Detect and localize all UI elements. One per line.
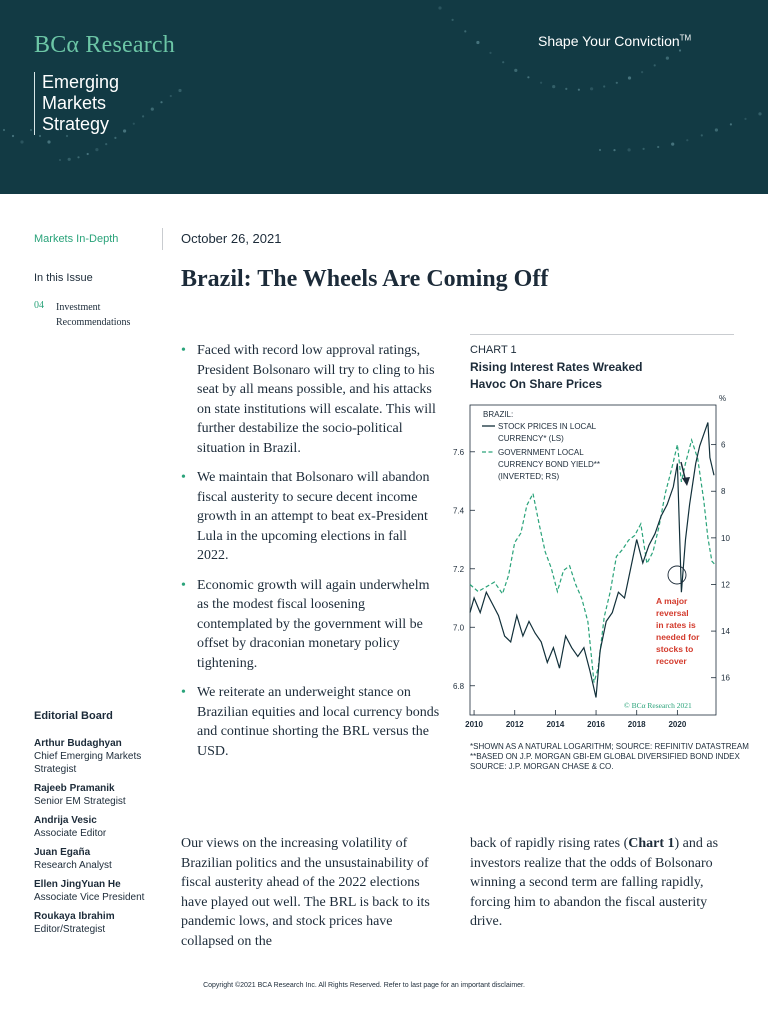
x-tick-label: 2010 [465,720,483,729]
decorative-dot [39,135,41,137]
series-line-3: Strategy [42,114,110,134]
editorial-board-list [34,737,174,942]
chart-label: CHART 1 [470,344,517,356]
tagline: Shape Your Conviction™ [538,33,692,49]
x-tick-label: 2016 [587,720,605,729]
decorative-dot [514,69,517,72]
decorative-dot [77,156,79,158]
decorative-dot [565,88,567,90]
board-member: Ellen JingYuan He Associate Vice President [34,879,145,903]
annotation-text [656,596,700,666]
decorative-dot [30,129,32,131]
decorative-dot [12,135,14,137]
decorative-dot [657,146,659,148]
decorative-dot [616,82,618,84]
decorative-dot [666,57,669,60]
annotation-line: stocks to [656,644,694,654]
decorative-dot [613,149,615,151]
arrow-head-icon [682,477,690,486]
decorative-dot [151,108,154,111]
body-column-2: back of rapidly rising rates (Chart 1) and as investors realize that the odds of Bolsonaro winning a second term are falling rapidly, forcing him to abandon the fiscal austerity drive. [470,836,719,929]
bca-logo: BCα Research [34,32,175,58]
key-point: • Faced with record low approval ratings, President Bolsonaro will try to cling to his seat by all means possible, and his attacks on state institutions will escalate. This will further destabilize the socio-political situation in Brazil. [181,341,441,458]
decorative-dot [628,148,631,151]
decorative-dot [20,140,23,143]
decorative-dot [123,129,126,132]
chart-plot [440,390,740,740]
decorative-dot [47,140,50,143]
annotation-line: A major [656,596,688,606]
legend-label-stock-1: STOCK PRICES IN LOCAL [498,422,597,431]
body-column-1: Our views on the increasing volatility of Brazilian politics and the unsustainability of fiscal austerity ahead of the 2022 elections have played out well. The BRL is back to its pandemic lows, and stock prices have collapsed on the [181,836,430,949]
legend-label-stock-2: CURRENCY* (LS) [498,434,564,443]
decorative-dot [578,89,580,91]
right-tick-label: 12 [721,580,730,590]
decorative-dot [701,134,703,136]
copyright-footer: Copyright ©2021 BCA Research Inc. All Rights Reserved. Refer to last page for an important disclaimer. [203,982,525,989]
chart-note: SOURCE: J.P. MORGAN CHASE & CO. [470,762,614,771]
x-tick-label: 2014 [546,720,565,729]
issue-page-number: 04 [34,300,44,311]
chart-note: **BASED ON J.P. MORGAN GBI-EM GLOBAL DIVERSIFIED BOND INDEX [470,752,740,761]
decorative-dot [59,159,61,161]
left-tick-label: 7.2 [453,564,465,574]
right-tick-label: 16 [721,673,730,683]
decorative-dot [686,139,688,141]
decorative-dot [643,148,645,150]
annotation-line: reversal [656,608,689,618]
decorative-dot [178,89,181,92]
decorative-dot [489,52,491,54]
annotation-line: needed for [656,632,700,642]
left-tick-label: 7.0 [453,623,465,633]
decorative-dot [603,85,605,87]
decorative-dot [438,6,441,9]
decorative-dot [142,115,144,117]
decorative-dot [527,76,529,78]
board-member: Rajeeb Pramanik Senior EM Strategist [34,783,126,807]
decorative-dot [133,123,135,125]
key-point: • We reiterate an underweight stance on Brazilian equities and local currency bonds and continue shorting the BRL versus the USD. [181,683,441,761]
decorative-dot [715,128,718,131]
decorative-dot [87,153,89,155]
series-line-2: Markets [42,93,107,113]
section-divider [162,228,163,250]
decorative-dot [66,135,68,137]
annotation-line: in rates is [656,620,696,630]
decorative-dot [730,123,732,125]
board-member: Juan Egaña Research Analyst [34,847,112,871]
chart-top-rule [470,334,734,335]
decorative-dot [641,71,643,73]
header-banner [0,0,768,194]
editorial-board-title: Editorial Board [34,710,113,722]
x-tick-label: 2020 [668,720,687,729]
decorative-dot [105,143,107,145]
decorative-dot [654,64,656,66]
chart-title: Rising Interest Rates Wreaked Havoc On Share Prices [470,360,643,391]
section-label: Markets In-Depth [34,233,119,245]
chart-note: *SHOWN AS A NATURAL LOGARITHM; SOURCE: REFINITIV DATASTREAM [470,742,749,751]
key-point: • Economic growth will again underwhelm as the modest fiscal loosening contemplated by the government will be offset by draconian monetary policy tightening. [181,576,441,674]
decorative-dot [464,30,466,32]
decorative-dot [452,19,454,21]
decorative-dot [476,41,479,44]
decorative-dot [671,143,674,146]
issue-item-link[interactable]: Investment Recommendations [56,302,131,328]
decorative-dot [540,82,542,84]
x-tick-label: 2018 [627,720,646,729]
chart-notes [470,742,750,772]
left-tick-label: 7.6 [453,447,465,457]
chart-watermark: © BCα Research 2021 [624,701,692,710]
decorative-dot [114,137,116,139]
key-points-list [181,341,441,771]
decorative-dot [628,76,631,79]
right-tick-label: 8 [721,487,726,497]
trademark-mark: TM [679,33,692,43]
x-tick-label: 2012 [505,720,524,729]
right-tick-label: 6 [721,440,726,450]
right-tick-label: 10 [721,533,730,543]
series-line-1: Emerging [42,72,120,92]
report-headline: Brazil: The Wheels Are Coming Off [181,266,549,292]
decorative-dot [68,158,71,161]
left-tick-label: 7.4 [453,506,465,516]
report-date: October 26, 2021 [181,231,282,246]
decorative-dot [95,148,98,151]
decorative-dot [599,149,601,151]
right-axis-unit: % [719,394,727,403]
right-tick-label: 14 [721,627,730,637]
decorative-dot [3,129,5,131]
legend-label-yield-3: (INVERTED; RS) [498,472,560,481]
annotation-line: recover [656,656,687,666]
legend-label-yield-1: GOVERNMENT LOCAL [498,448,584,457]
decorative-dot [590,87,593,90]
board-member: Roukaya Ibrahim Editor/Strategist [34,911,115,935]
decorative-dot [160,101,162,103]
decorative-dot [679,49,681,51]
board-member: Andrija Vesic Associate Editor [34,815,107,839]
decorative-dot [502,61,504,63]
key-point: • We maintain that Bolsonaro will abandon fiscal austerity to secure decent income growth in an attempt to beat ex-President Lula in the upcoming elections in fall 2022. [181,468,441,566]
left-tick-label: 6.8 [453,681,465,691]
series-title [34,72,119,135]
legend-heading: BRAZIL: [483,410,514,419]
chart-reference-link[interactable]: Chart 1 [628,836,675,851]
decorative-dot [744,118,746,120]
board-member: Arthur Budaghyan Chief Emerging Markets Strategist [34,738,142,775]
decorative-dot [552,85,555,88]
in-this-issue-label: In this Issue [34,272,93,284]
legend-label-yield-2: CURRENCY BOND YIELD** [498,460,600,469]
decorative-dot [758,112,761,115]
decorative-dot [170,95,172,97]
